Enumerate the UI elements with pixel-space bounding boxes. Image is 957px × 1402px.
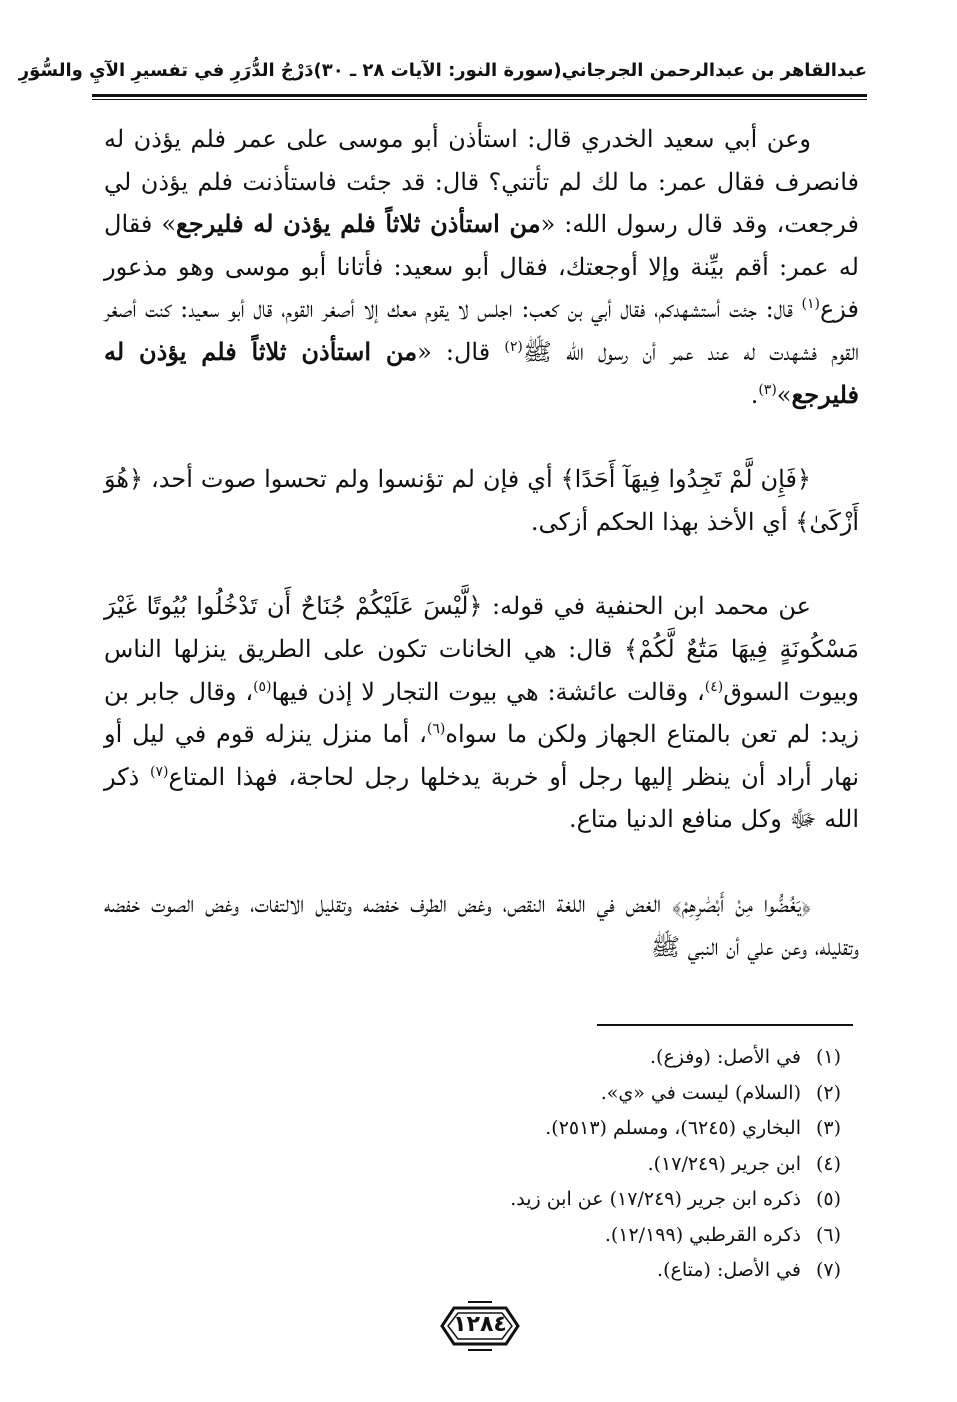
- main-text: [104, 118, 859, 968]
- footnote-number: (٥): [815, 1188, 841, 1210]
- footnote-7: [253, 1253, 853, 1289]
- paragraph-4: [104, 883, 859, 968]
- text-run: قال: «: [417, 337, 505, 366]
- footnote-3: [253, 1111, 853, 1147]
- footnote-text: في الأصل: (متاع).: [657, 1259, 801, 1281]
- text-run: ، وقال جابر بن زيد: لم تعن بالمتاع الجهاز ولكن ما سواه: [104, 677, 859, 749]
- header-rule-thin: [92, 99, 867, 100]
- footnote-text: في الأصل: (وفزع).: [650, 1046, 801, 1068]
- footnote-ref-4[interactable]: (٤): [704, 678, 724, 695]
- footnote-separator: [597, 1024, 853, 1026]
- footnote-ref-3[interactable]: (٣): [758, 381, 777, 398]
- paragraph-3: [104, 585, 859, 841]
- text-run: .: [750, 380, 759, 409]
- footnote-ref-7[interactable]: (٧): [150, 763, 169, 780]
- footnote-1: [253, 1040, 853, 1076]
- text-run: قال: هي الخانات تكون على الطريق ينزلها الناس وبيوت السوق: [104, 634, 859, 706]
- footnote-ref-5[interactable]: (٥): [253, 678, 272, 695]
- footnote-text: ذكره ابن جرير (١٧/٢٤٩) عن ابن زيد.: [510, 1188, 801, 1210]
- text-run: »: [776, 380, 792, 409]
- footnote-text: (السلام) ليست في «ي».: [600, 1081, 801, 1104]
- quran-verse: ﴿فَإِن لَّمْ تَجِدُوا فِيهَآ أَحَدًا﴾: [560, 465, 811, 494]
- footnote-text: ابن جرير (١٧/٢٤٩).: [647, 1152, 801, 1175]
- header-section: (سورة النور: الآيات ٢٨ ـ ٣٠): [313, 59, 562, 81]
- text-run: ، وقالت عائشة: هي بيوت التجار لا إذن فيها: [271, 677, 705, 706]
- paragraph-2: [104, 458, 859, 543]
- footnote-4: [253, 1147, 853, 1183]
- text-run: وعن أبي سعيد الخدري قال: استأذن أبو موسى على عمر فلم يؤذن له فانصرف فقال عمر: ما لك لم تأتني؟ قال: قد جئت فاستأذنت فلم يؤذن لي فرجعت، وقد قال رسول الله: «: [104, 125, 859, 239]
- quran-verse: ﴿هُوَ أَزْكَىٰ﴾: [104, 465, 859, 536]
- quran-verse: ﴿لَّيْسَ عَلَيْكُمْ جُنَاحٌ أَن تَدْخُلُوا بُيُوتًا غَيْرَ مَسْكُونَةٍ فِيهَا مَتَٰعٌ لَّكُمْ﴾: [104, 592, 859, 663]
- footnote-number: (٧): [815, 1259, 841, 1281]
- footnote-ref-1[interactable]: (١): [801, 296, 820, 313]
- paragraph-1: [104, 118, 859, 416]
- text-run: أي فإن لم تؤنسوا ولم تحسوا صوت أحد،: [143, 465, 561, 494]
- hadith-quote: من استأذن ثلاثاً فلم يؤذن له فليرجع: [176, 209, 541, 239]
- text-run: قال: جئت أستشهدكم، فقال أبي بن كعب: اجلس لا يقوم معك إلا أصغر القوم، قال أبو سعيد: كنت أصغر القوم فشهدت له عند عمر أن رسول الله ﷺ: [104, 295, 860, 366]
- hadith-quote: من استأذن ثلاثاً فلم يؤذن له فليرجع: [104, 336, 859, 409]
- footnote-5: [253, 1182, 853, 1218]
- footnote-2: [253, 1076, 853, 1112]
- footnote-number: (١): [815, 1046, 841, 1068]
- text-run: الغض في اللغة النقص، وغض الطرف خفضه وتقليل الالتفات، وغض الصوت خفضه وتقليله، وعن علي أن النبي ﷺ: [104, 889, 859, 961]
- footnote-ref-6[interactable]: (٦): [426, 721, 446, 738]
- text-run: عن محمد ابن الحنفية في قوله:: [482, 592, 811, 621]
- header-rule: [92, 94, 867, 97]
- footnote-text: البخاري (٦٢٤٥)، ومسلم (٢٥١٣).: [545, 1117, 801, 1139]
- text-run: ، أما منزل ينزله قوم في ليل أو نهار أراد أن ينظر إليها رجل أو خربة يدخلها رجل لحاجة، فهذا المتاع: [104, 720, 859, 791]
- footnotes: [253, 1040, 853, 1289]
- text-run: أي الأخذ بهذا الحكم أزكى.: [530, 507, 796, 536]
- footnote-number: (٦): [815, 1223, 841, 1246]
- text-run: ذكر الله ﷻ وكل منافع الدنيا متاع.: [104, 762, 859, 834]
- footnote-6: [253, 1218, 853, 1254]
- header-author: عبدالقاهر بن عبدالرحمن الجرجاني: [561, 59, 867, 81]
- footnote-ref-2[interactable]: (٢): [504, 338, 523, 355]
- footnote-text: ذكره القرطبي (١٢/١٩٩).: [604, 1223, 801, 1246]
- header-book-title: دَرْجُ الدُّرَرِ في تفسيرِ الآيِ والسُّوَرِ: [18, 59, 314, 81]
- text-run: » فقال له عمر: أقم بيِّنة وإلا أوجعتك، فقال أبو سعيد: فأتانا أبو موسى وهو مذعور فزع: [104, 210, 859, 324]
- page-number-ornament: [438, 1300, 522, 1352]
- page-number: ١٢٨٤: [453, 1312, 507, 1337]
- footnote-number: (٣): [815, 1117, 841, 1139]
- footnote-number: (٤): [815, 1152, 841, 1175]
- quran-verse: ﴿يَغُضُّوا مِنْ أَبْصَٰرِهِمْ﴾: [671, 889, 811, 918]
- footnote-number: (٢): [815, 1081, 841, 1104]
- running-header: [18, 50, 867, 90]
